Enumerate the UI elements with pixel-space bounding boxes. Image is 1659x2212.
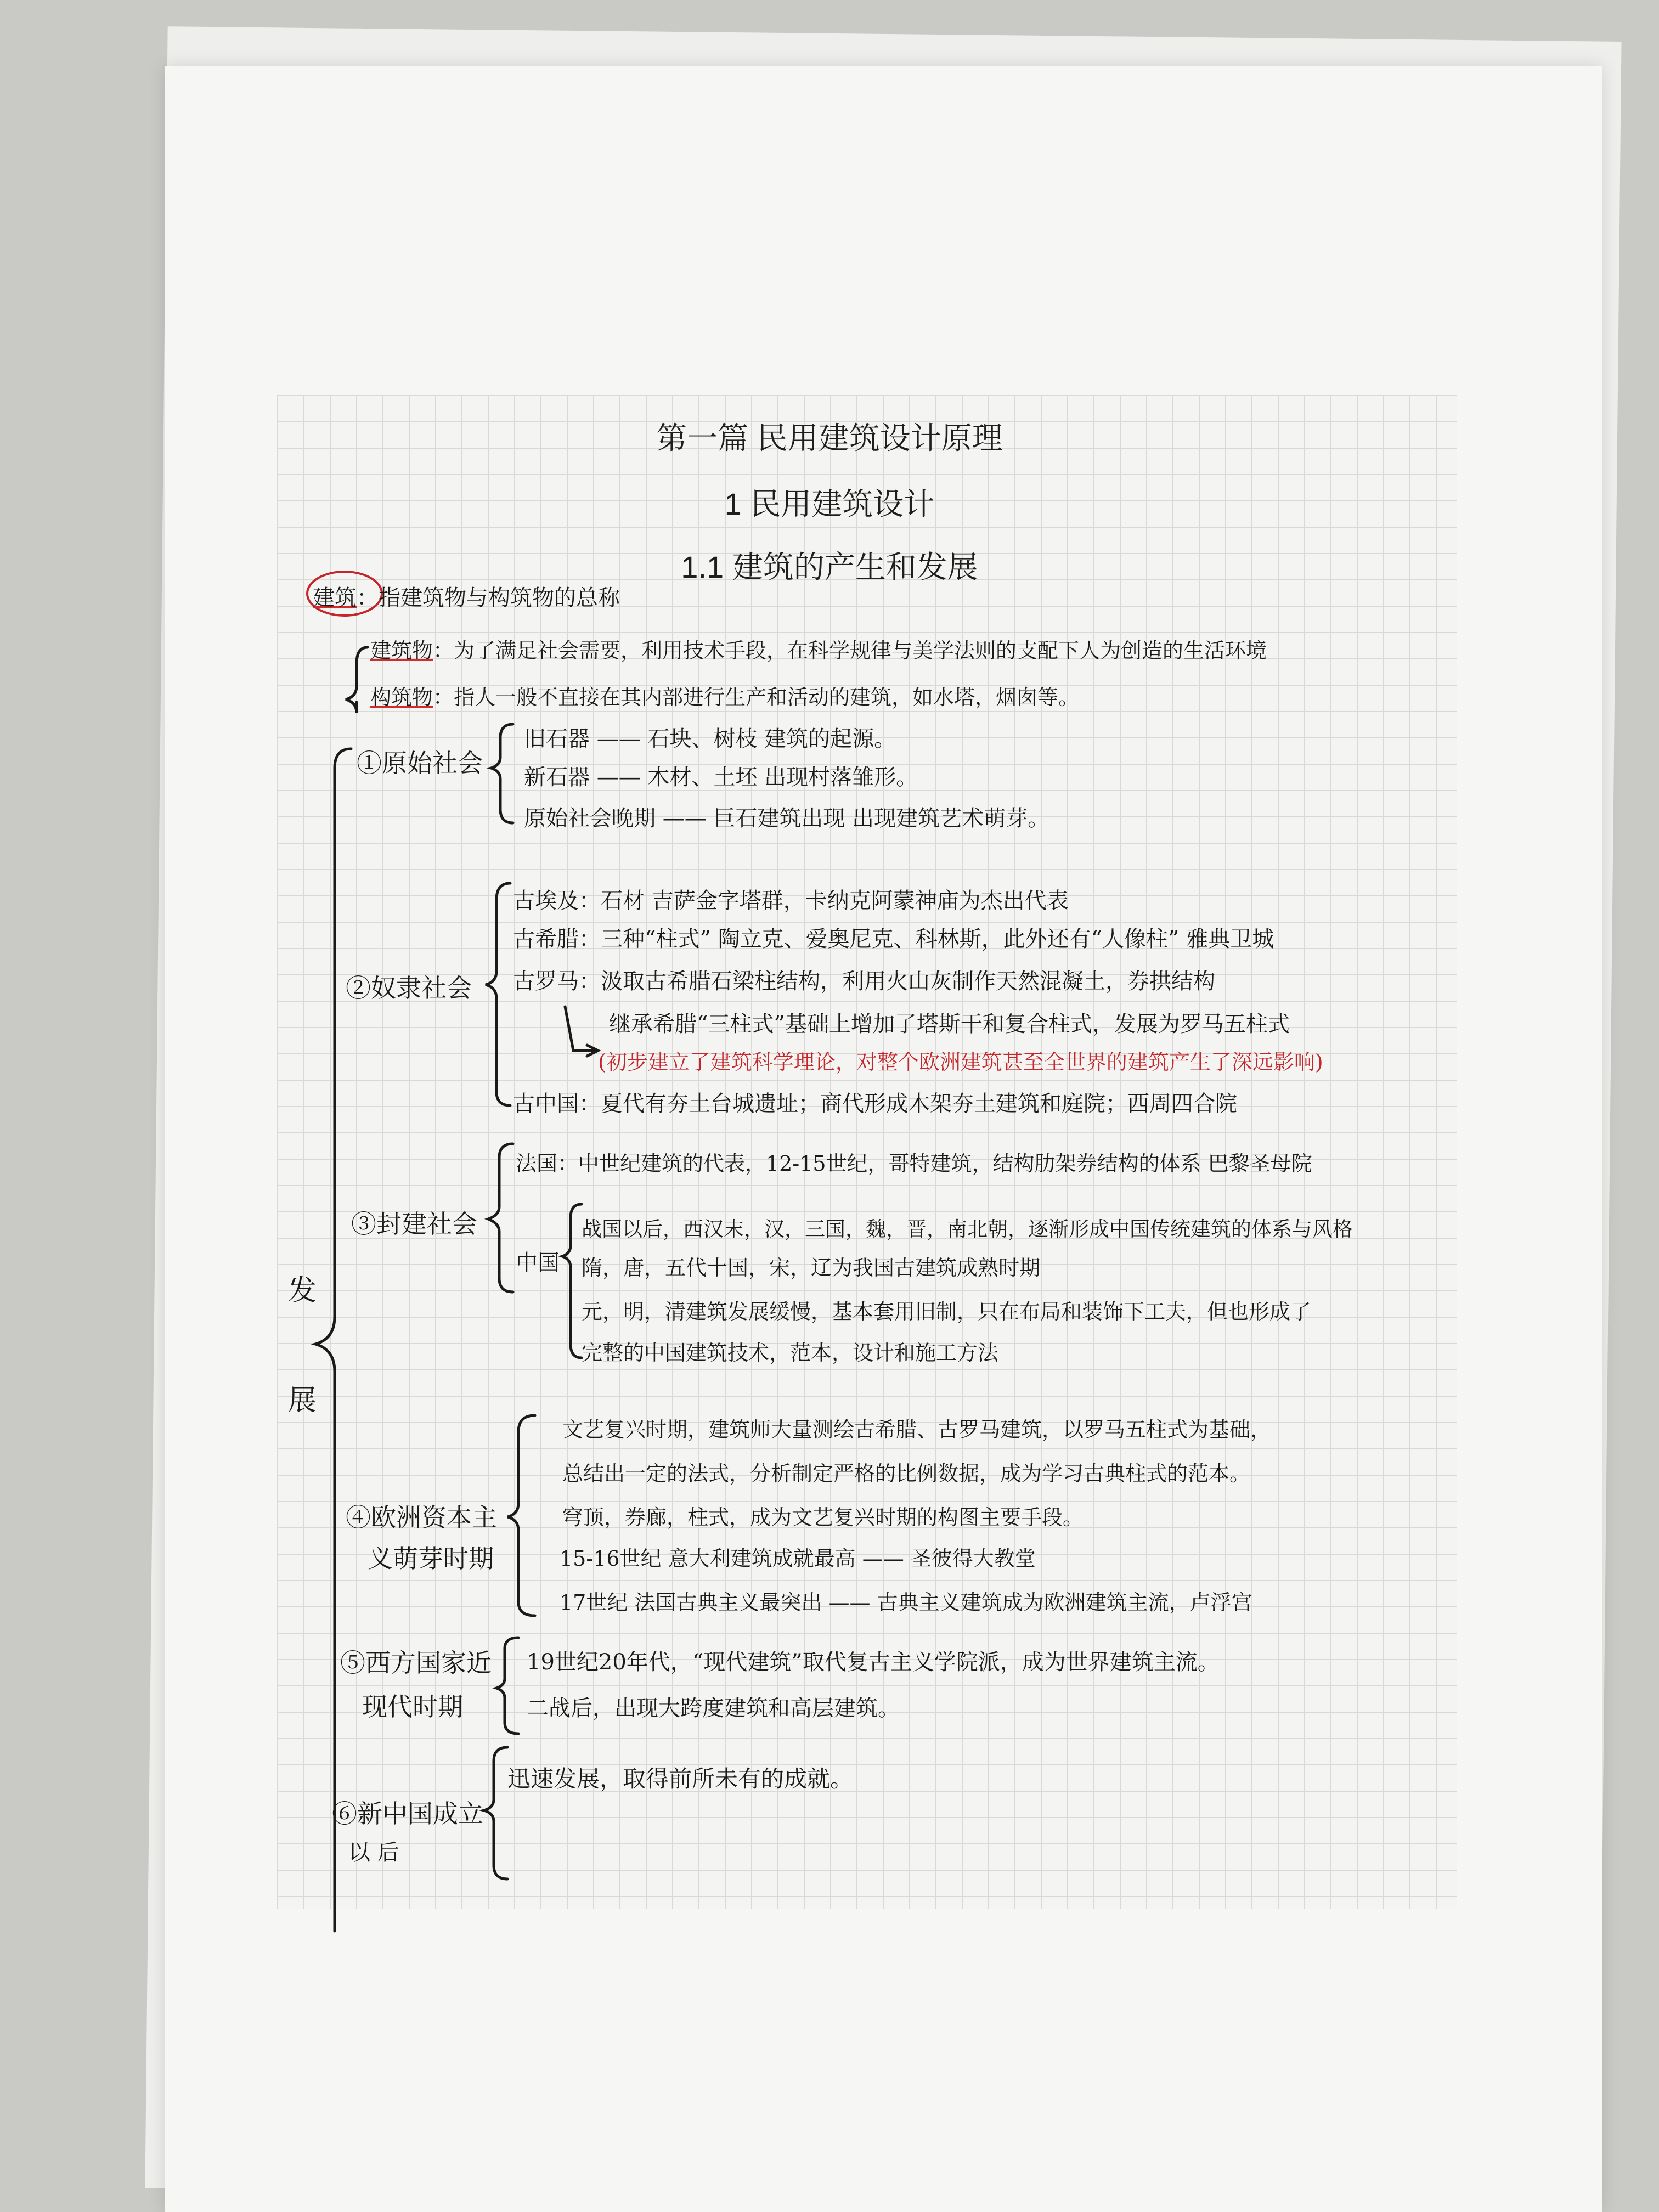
feudal-line: 战国以后，西汉末，汉，三国，魏，晋，南北朝，逐渐形成中国传统建筑的体系与风格 [582, 1217, 1353, 1241]
europe-line: 文艺复兴时期，建筑师大量测绘古希腊、古罗马建筑，以罗马五柱式为基础， [562, 1418, 1272, 1442]
definition-text: ：指建筑物与构筑物的总称 [357, 585, 620, 611]
chapter-title: 1 民用建筑设计 [724, 487, 935, 521]
primitive-line: 新石器 —— 木材、土坯 出现村落雏形。 [524, 765, 918, 790]
stage-new-china-label-1: ⑥新中国成立 [332, 1799, 483, 1829]
side-label-zhan: 展 [288, 1384, 317, 1417]
stage-slave-label: ②奴隶社会 [346, 973, 472, 1003]
stage-europe-label-2: 义萌芽时期 [368, 1544, 494, 1573]
feudal-line: 法国：中世纪建筑的代表，12-15世纪，哥特建筑，结构肋架券结构的体系 巴黎圣母院 [516, 1152, 1312, 1176]
europe-line: 穹顶，券廊，柱式，成为文艺复兴时期的构图主要手段。 [562, 1505, 1084, 1530]
side-label-fa: 发 [288, 1274, 317, 1307]
stage-feudal-label: ③封建社会 [351, 1209, 477, 1239]
building-definition-line [370, 634, 1267, 664]
europe-line: 总结出一定的法式，分析制定严格的比例数据，成为学习古典柱式的范本。 [562, 1462, 1251, 1486]
europe-line: 17世纪 法国古典主义最突出 —— 古典主义建筑成为欧洲建筑主流，卢浮宫 [560, 1590, 1252, 1615]
slave-line: 古中国：夏代有夯土台城遗址；商代形成木架夯土建筑和庭院；西周四合院 [513, 1091, 1237, 1116]
modern-line: 19世纪20年代，“现代建筑”取代复古主义学院派，成为世界建筑主流。 [527, 1650, 1220, 1675]
structure-definition: ：指人一般不直接在其内部进行生产和活动的建筑，如水塔，烟囱等。 [433, 685, 1080, 709]
stage-modern-label-2: 现代时期 [362, 1692, 463, 1722]
section-title: 1.1 建筑的产生和发展 [681, 550, 978, 584]
primitive-line: 旧石器 —— 石块、树枝 建筑的起源。 [524, 726, 896, 752]
definition-line [313, 580, 620, 612]
feudal-china-label: 中国 [516, 1250, 560, 1276]
stage-europe-label-1: ④欧洲资本主 [346, 1503, 497, 1532]
building-definition: ：为了满足社会需要，利用技术手段，在科学规律与美学法则的支配下人为创造的生活环境 [433, 639, 1267, 663]
feudal-line: 完整的中国建筑技术，范本，设计和施工方法 [582, 1341, 999, 1365]
slave-note: (初步建立了建筑科学理论，对整个欧洲建筑甚至全世界的建筑产生了深远影响) [598, 1050, 1323, 1074]
modern-line: 二战后，出现大跨度建筑和高层建筑。 [527, 1696, 900, 1721]
stage-modern-label-1: ⑤西方国家近 [340, 1648, 492, 1678]
stage-primitive-label: ①原始社会 [357, 748, 483, 778]
definition-term: 建筑 [313, 585, 357, 611]
stage-new-china-label-2: 以 后 [348, 1840, 399, 1865]
new-china-line: 迅速发展，取得前所未有的成就。 [507, 1765, 854, 1792]
structure-term: 构筑物 [370, 685, 433, 709]
building-term: 建筑物 [370, 639, 433, 663]
structure-definition-line [370, 680, 1079, 710]
feudal-line: 元，明，清建筑发展缓慢，基本套用旧制，只在布局和装饰下工夫，但也形成了 [582, 1300, 1312, 1324]
feudal-line: 隋，唐，五代十国，宋，辽为我国古建筑成熟时期 [582, 1256, 1041, 1280]
slave-line: 古埃及：石材 吉萨金字塔群，卡纳克阿蒙神庙为杰出代表 [513, 888, 1069, 913]
europe-line: 15-16世纪 意大利建筑成就最高 —— 圣彼得大教堂 [560, 1547, 1036, 1571]
primitive-line: 原始社会晚期 —— 巨石建筑出现 出现建筑艺术萌芽。 [524, 806, 1050, 831]
part-title: 第一篇 民用建筑设计原理 [656, 421, 1003, 455]
slave-line: 继承希腊“三柱式”基础上增加了塔斯干和复合柱式，发展为罗马五柱式 [609, 1012, 1290, 1037]
slave-line: 古罗马：汲取古希腊石梁柱结构，利用火山灰制作天然混凝土，券拱结构 [513, 969, 1215, 994]
slave-line: 古希腊：三种“柱式” 陶立克、爱奥尼克、科林斯，此外还有“人像柱” 雅典卫城 [513, 927, 1274, 952]
